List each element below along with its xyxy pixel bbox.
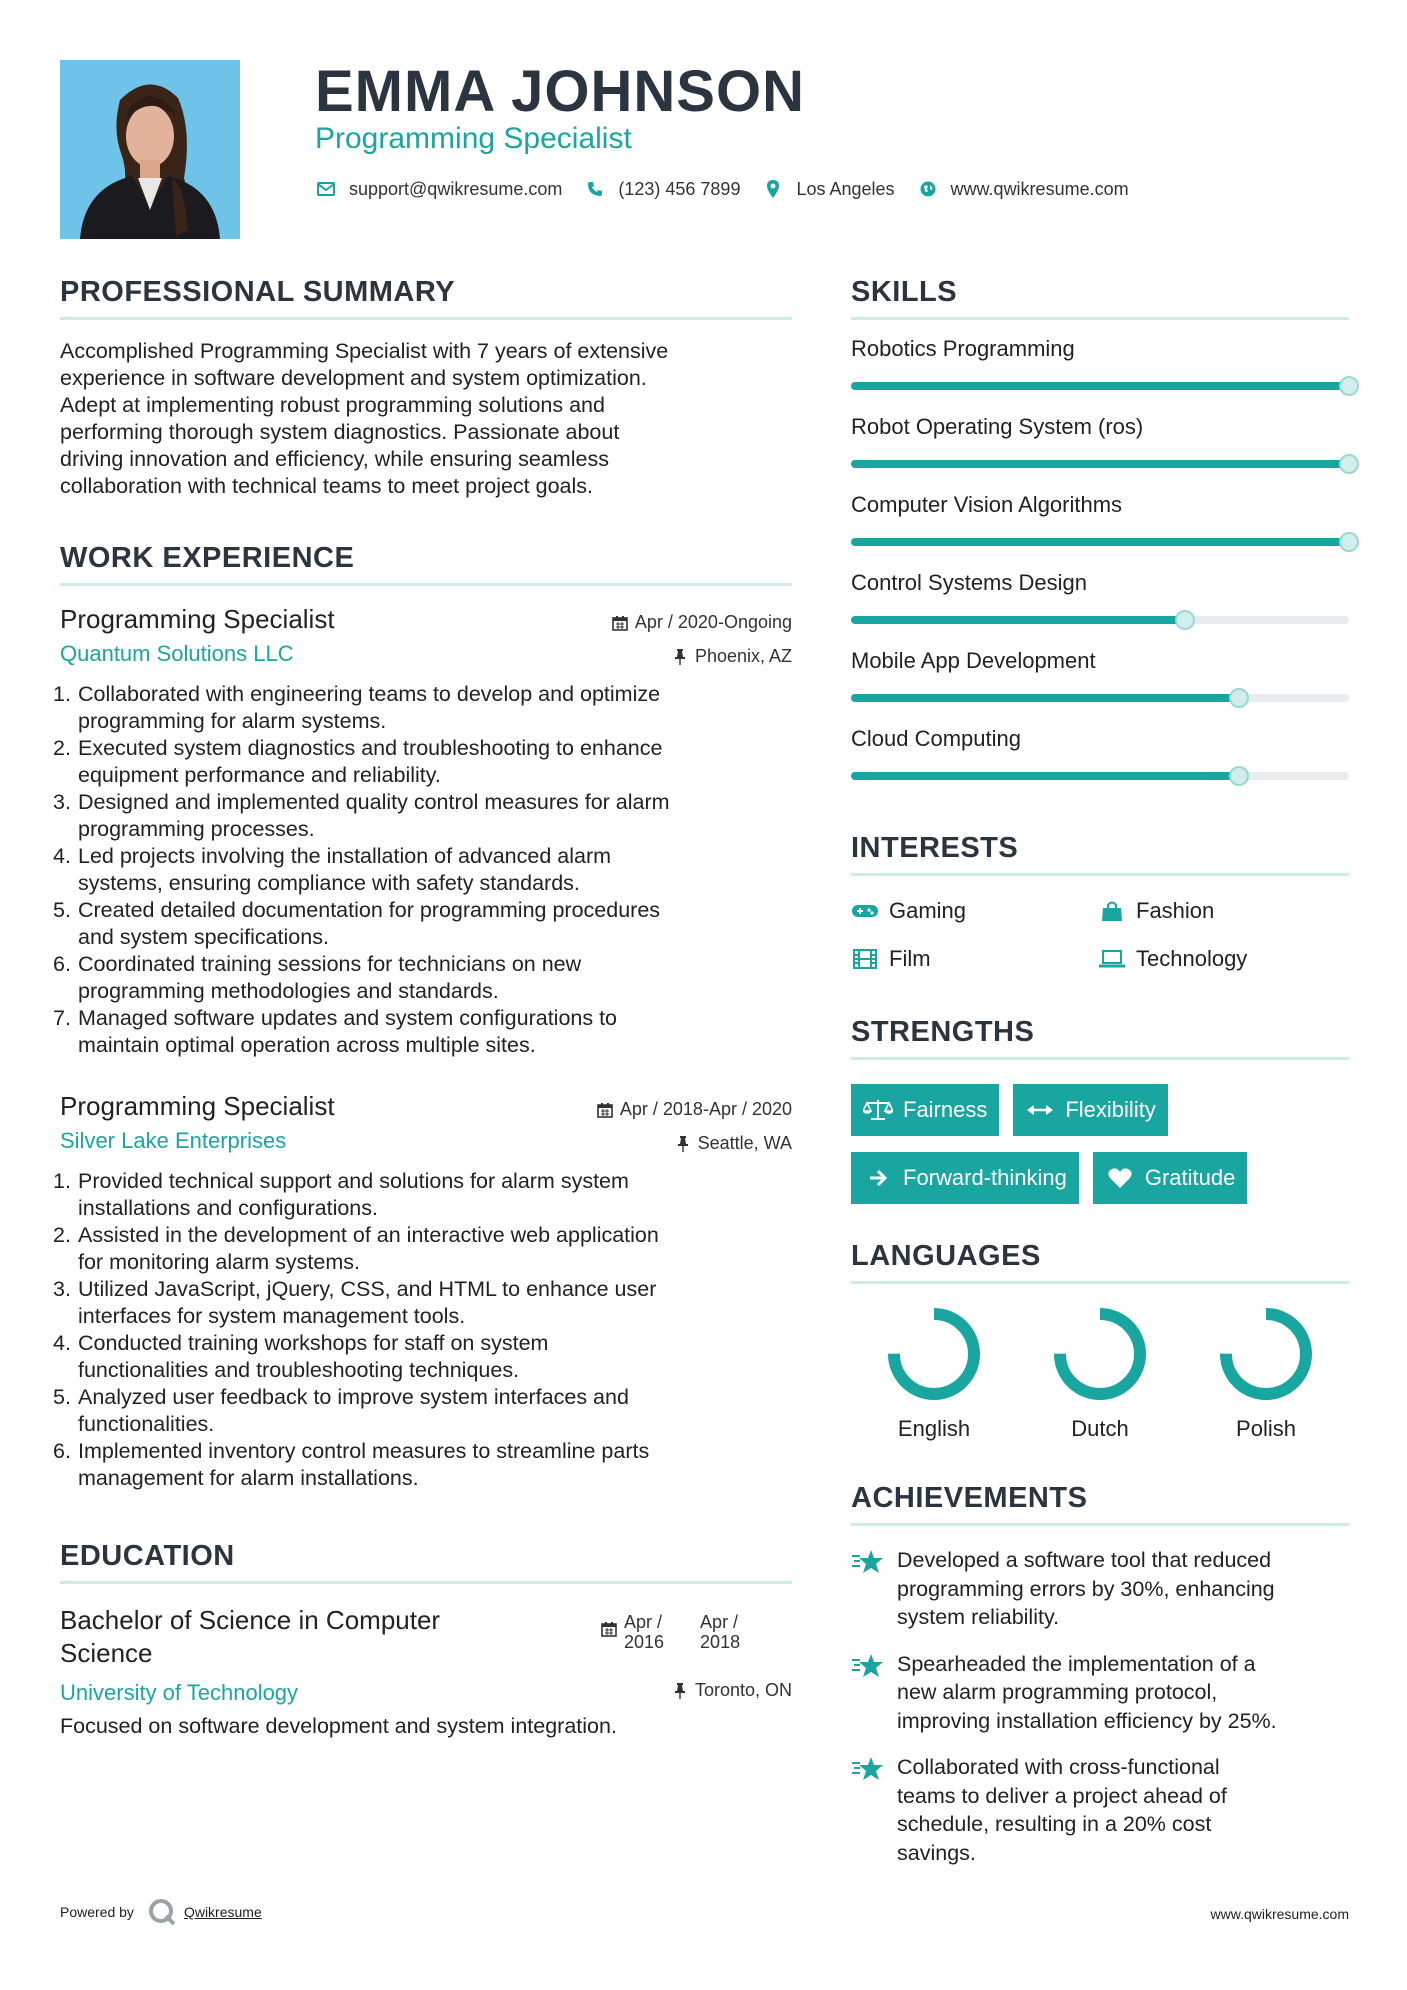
skill-bar-knob	[1229, 766, 1249, 786]
responsibility-item	[53, 789, 792, 843]
achievements-heading: ACHIEVEMENTS	[851, 1482, 1349, 1526]
skill-bar-track	[851, 382, 1349, 390]
interest-label: Technology	[1136, 946, 1248, 971]
pushpin-icon	[671, 1682, 689, 1700]
skill-bar-fill	[851, 460, 1349, 468]
responsibility-line: installations and configurations.	[78, 1196, 378, 1220]
arrow-right-icon	[863, 1166, 893, 1190]
pushpin-icon	[674, 1135, 692, 1153]
item-number: 3.	[53, 1277, 71, 1301]
item-number: 5.	[53, 1385, 71, 1409]
responsibility-line: Led projects involving the installation of advanced alarm	[78, 844, 612, 868]
envelope-icon	[315, 178, 337, 200]
skill-label: Robotics Programming	[851, 336, 1075, 361]
profile-photo	[60, 60, 240, 239]
skill-bar-track	[851, 616, 1349, 624]
responsibility-line: Managed software updates and system configurations to	[78, 1006, 618, 1030]
skill-label: Cloud Computing	[851, 726, 1021, 751]
calendar-icon	[600, 1620, 618, 1638]
responsibility-line: Coordinated training sessions for technicians on new	[78, 952, 582, 976]
laptop-icon	[1098, 947, 1126, 971]
item-number: 4.	[53, 1331, 71, 1355]
shopping-bag-icon	[1098, 899, 1126, 923]
right-column	[851, 276, 1349, 1867]
education-date	[600, 1612, 740, 1652]
skill-item	[851, 398, 1349, 476]
responsibility-line: functionalities.	[78, 1412, 215, 1436]
degree-line: Bachelor of Science in Computer	[60, 1605, 441, 1635]
candidate-title: Programming Specialist	[315, 122, 632, 155]
skill-bar-fill	[851, 538, 1349, 546]
skill-label: Control Systems Design	[851, 570, 1087, 595]
language-item	[851, 1306, 1017, 1442]
item-number: 5.	[53, 898, 71, 922]
job-location-text: Seattle, WA	[697, 1133, 792, 1153]
skill-bar-knob	[1175, 610, 1195, 630]
achievement-list	[851, 1546, 1349, 1867]
item-number: 1.	[53, 682, 71, 706]
contact-location: Los Angeles	[796, 178, 895, 199]
job-entry	[53, 1091, 792, 1492]
job-list	[53, 604, 792, 1492]
interest-item	[1098, 898, 1345, 924]
responsibility-line: programming for alarm systems.	[78, 709, 387, 733]
skill-item	[851, 554, 1349, 632]
responsibility-line: and system specifications.	[78, 925, 329, 949]
globe-icon	[917, 178, 939, 200]
item-number: 7.	[53, 1006, 71, 1030]
achievement-line: Spearheaded the implementation of a	[897, 1651, 1256, 1676]
job-location-text: Phoenix, AZ	[694, 646, 792, 666]
contact-email[interactable]: support@qwikresume.com	[349, 178, 563, 199]
qwikresume-logo-icon	[148, 1898, 176, 1926]
responsibility-line: Executed system diagnostics and troubleshooting to enhance	[78, 736, 663, 760]
language-label: Dutch	[1071, 1416, 1129, 1441]
skill-item	[851, 476, 1349, 554]
strength-tag	[851, 1152, 1079, 1204]
company-name: Silver Lake Enterprises	[60, 1128, 287, 1153]
contact-website[interactable]: www.qwikresume.com	[950, 178, 1129, 199]
interest-list	[851, 898, 1349, 972]
responsibility-list	[53, 1168, 792, 1492]
gamepad-icon	[851, 899, 879, 923]
responsibility-item	[53, 843, 792, 897]
strength-tag	[851, 1084, 999, 1136]
education-location-text: Toronto, ON	[694, 1680, 792, 1700]
education-description: Focused on software development and system integration.	[60, 1714, 617, 1738]
strengths-heading: STRENGTHS	[851, 1016, 1349, 1060]
education-entry	[60, 1604, 792, 1760]
strength-label: Forward-thinking	[903, 1165, 1067, 1190]
language-label: Polish	[1236, 1416, 1296, 1441]
heart-icon	[1105, 1166, 1135, 1190]
responsibility-line: Assisted in the development of an interactive web application	[78, 1223, 659, 1247]
responsibility-line: equipment performance and reliability.	[78, 763, 441, 787]
responsibility-item	[53, 897, 792, 951]
skill-bar-knob	[1229, 688, 1249, 708]
responsibility-item	[53, 1168, 792, 1222]
achievement-line: improving installation efficiency by 25%.	[897, 1708, 1277, 1733]
education-end	[700, 1612, 740, 1652]
job-date-text: Apr / 2018-Apr / 2020	[619, 1099, 792, 1119]
contact-bar	[315, 178, 1151, 200]
skill-label: Computer Vision Algorithms	[851, 492, 1123, 517]
responsibility-item	[53, 1005, 792, 1059]
skill-bar-track	[851, 538, 1349, 546]
interest-label: Fashion	[1136, 898, 1215, 923]
achievement-line: schedule, resulting in a 20% cost	[897, 1812, 1212, 1836]
job-entry	[53, 604, 792, 1059]
achievement-item	[851, 1650, 1349, 1736]
responsibility-item	[53, 1438, 792, 1492]
skill-bar-knob	[1339, 532, 1359, 552]
responsibility-line: interfaces for system management tools.	[78, 1304, 466, 1328]
language-gauge	[1052, 1306, 1148, 1402]
footer-website[interactable]: www.qwikresume.com	[1210, 1906, 1349, 1922]
skill-bar-knob	[1339, 454, 1359, 474]
summary-line: performing thorough system diagnostics. Passionate about	[60, 420, 620, 444]
powered-by-text: Powered by	[60, 1904, 134, 1920]
achievement-line: teams to deliver a project ahead of	[897, 1783, 1227, 1808]
skill-bar-fill	[851, 382, 1349, 390]
job-title: Programming Specialist	[60, 1091, 335, 1121]
strength-label: Flexibility	[1065, 1097, 1156, 1122]
summary-line: collaboration with technical teams to meet project goals.	[60, 474, 593, 498]
education-start-month: Apr /	[624, 1612, 663, 1632]
footer-powered-by	[60, 1898, 262, 1926]
language-gauge	[1218, 1306, 1314, 1402]
responsibility-item	[53, 951, 792, 1005]
achievement-line: Collaborated with cross-functional	[897, 1755, 1220, 1779]
responsibility-item	[53, 735, 792, 789]
achievement-text	[897, 1650, 1277, 1736]
education-heading: EDUCATION	[60, 1540, 792, 1584]
interest-item	[1098, 946, 1345, 972]
achievement-item	[851, 1753, 1349, 1867]
arrows-horizontal-icon	[1025, 1098, 1055, 1122]
summary-line: driving innovation and efficiency, while ensuring seamless	[60, 447, 609, 471]
interest-item	[851, 898, 1098, 924]
responsibility-list	[53, 681, 792, 1059]
item-number: 6.	[53, 952, 71, 976]
achievement-line: Developed a software tool that reduced	[897, 1548, 1272, 1572]
summary-line: Adept at implementing robust programming solutions and	[60, 393, 605, 417]
item-number: 4.	[53, 844, 71, 868]
strength-tag	[1093, 1152, 1248, 1204]
qwikresume-link[interactable]: Qwikresume	[183, 1904, 262, 1920]
achievement-line: new alarm programming protocol,	[897, 1680, 1218, 1704]
language-gauge	[886, 1306, 982, 1402]
responsibility-line: systems, ensuring compliance with safety standards.	[78, 871, 580, 895]
responsibility-line: Created detailed documentation for programming procedures	[78, 898, 661, 922]
achievement-text	[897, 1753, 1227, 1867]
skill-bar-knob	[1339, 376, 1359, 396]
interest-label: Gaming	[889, 898, 967, 923]
interests-heading: INTERESTS	[851, 832, 1349, 876]
skills-heading: SKILLS	[851, 276, 1349, 320]
responsibility-line: maintain optimal operation across multiple sites.	[78, 1033, 536, 1057]
person-portrait-image	[60, 60, 240, 239]
responsibility-line: management for alarm installations.	[78, 1466, 419, 1490]
item-number: 2.	[53, 1223, 71, 1247]
responsibility-line: Analyzed user feedback to improve system interfaces and	[78, 1385, 629, 1409]
summary-line: experience in software development and system optimization.	[60, 366, 647, 390]
company-name: Quantum Solutions LLC	[60, 641, 294, 666]
skill-list	[851, 320, 1349, 788]
experience-heading: WORK EXPERIENCE	[60, 542, 792, 586]
responsibility-line: Designed and implemented quality control measures for alarm	[78, 790, 670, 814]
achievement-text	[897, 1546, 1275, 1632]
achievement-line: savings.	[897, 1840, 976, 1865]
strength-label: Fairness	[903, 1097, 988, 1122]
contact-phone[interactable]: (123) 456 7899	[618, 178, 741, 199]
strength-tag	[1013, 1084, 1167, 1136]
language-label: English	[897, 1416, 971, 1441]
calendar-icon	[611, 614, 629, 632]
map-marker-icon	[762, 178, 784, 200]
education-location	[671, 1680, 792, 1701]
skill-item	[851, 632, 1349, 710]
item-number: 1.	[53, 1169, 71, 1193]
education-end-month: Apr /	[700, 1612, 739, 1632]
responsibility-item	[53, 1222, 792, 1276]
skill-bar-track	[851, 460, 1349, 468]
school-name: University of Technology	[60, 1680, 299, 1705]
skill-bar-track	[851, 772, 1349, 780]
skill-bar-track	[851, 694, 1349, 702]
summary-text	[60, 338, 792, 500]
language-item	[1017, 1306, 1183, 1442]
language-list	[851, 1306, 1349, 1442]
job-date	[596, 1099, 792, 1120]
responsibility-line: Provided technical support and solutions for alarm system	[78, 1169, 629, 1193]
responsibility-line: Utilized JavaScript, jQuery, CSS, and HTML to enhance user	[78, 1277, 657, 1301]
candidate-name: EMMA JOHNSON	[315, 59, 805, 124]
education-start-year: 2016	[624, 1632, 665, 1652]
education-start	[624, 1612, 664, 1652]
calendar-icon	[596, 1101, 614, 1119]
responsibility-line: Implemented inventory control measures to streamline parts	[78, 1439, 650, 1463]
job-location	[671, 646, 792, 667]
responsibility-line: programming processes.	[78, 817, 315, 841]
item-number: 3.	[53, 790, 71, 814]
job-date	[611, 612, 792, 633]
strength-list	[851, 1084, 1349, 1204]
balance-scale-icon	[863, 1098, 893, 1122]
responsibility-item	[53, 1276, 792, 1330]
skill-item	[851, 320, 1349, 398]
responsibility-item	[53, 681, 792, 735]
skill-bar-fill	[851, 616, 1185, 624]
skill-bar-fill	[851, 772, 1239, 780]
star-icon	[851, 1755, 885, 1785]
languages-heading: LANGUAGES	[851, 1240, 1349, 1284]
job-date-text: Apr / 2020-Ongoing	[634, 612, 792, 632]
achievement-line: programming errors by 30%, enhancing	[897, 1576, 1275, 1601]
skill-label: Robot Operating System (ros)	[851, 414, 1144, 439]
responsibility-line: Conducted training workshops for staff on system	[78, 1331, 549, 1355]
job-location	[674, 1133, 792, 1154]
item-number: 6.	[53, 1439, 71, 1463]
responsibility-item	[53, 1384, 792, 1438]
left-column	[53, 276, 792, 1760]
degree-line: Science	[60, 1638, 153, 1668]
responsibility-item	[53, 1330, 792, 1384]
skill-bar-fill	[851, 694, 1239, 702]
language-item	[1183, 1306, 1349, 1442]
star-icon	[851, 1548, 885, 1578]
skill-item	[851, 710, 1349, 788]
summary-heading: PROFESSIONAL SUMMARY	[60, 276, 792, 320]
job-title: Programming Specialist	[60, 604, 335, 634]
star-icon	[851, 1652, 885, 1682]
summary-line: Accomplished Programming Specialist with 7 years of extensive	[60, 339, 669, 363]
skill-label: Mobile App Development	[851, 648, 1096, 673]
responsibility-line: Collaborated with engineering teams to develop and optimize	[78, 682, 661, 706]
responsibility-line: programming methodologies and standards.	[78, 979, 499, 1003]
achievement-line: system reliability.	[897, 1605, 1060, 1629]
interest-label: Film	[889, 946, 931, 971]
phone-icon	[584, 178, 606, 200]
education-end-year: 2018	[700, 1632, 741, 1652]
responsibility-line: functionalities and troubleshooting techniques.	[78, 1358, 520, 1382]
achievement-item	[851, 1546, 1349, 1632]
responsibility-line: for monitoring alarm systems.	[78, 1250, 360, 1274]
strength-label: Gratitude	[1144, 1165, 1236, 1190]
pushpin-icon	[671, 648, 689, 666]
item-number: 2.	[53, 736, 71, 760]
film-icon	[851, 947, 879, 971]
interest-item	[851, 946, 1098, 972]
